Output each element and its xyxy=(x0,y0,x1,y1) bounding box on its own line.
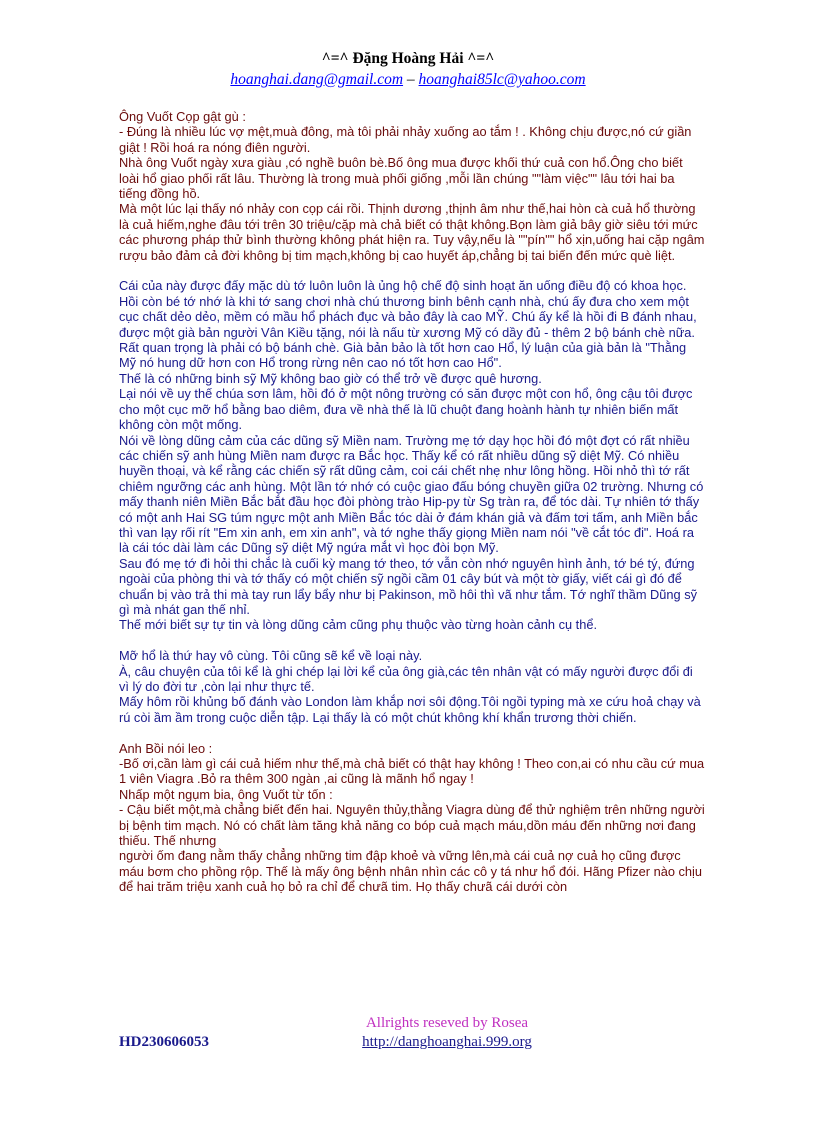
email-link-yahoo[interactable]: hoanghai85lc@yahoo.com xyxy=(418,71,586,88)
paragraph: Nhà ông Vuốt ngày xưa giàu ,có nghề buôn bè.Bố ông mua được khối thứ cuả con hổ.Ông cho biết loài hổ giao phối rất lâu. Thường là trong muà phối giống ,mỗi lần chúng ""làm việc"" lâu tới hai ba tiếng đồng hồ. xyxy=(119,155,683,202)
paragraph: -Bố ơi,cần làm gì cái cuả hiếm như thế,mà chả biết có thật hay không ! Theo con,ai có nhu cầu cứ mua 1 viên Viagra .Bỏ ra thêm 300 ngàn ,ai cũng là mãnh hổ ngay ! xyxy=(119,756,705,787)
paragraph: Mà một lúc lại thấy nó nhảy con cọp cái rồi. Thịnh dương ,thịnh âm như thế,hai hòn cà cuả hổ thường là cuả hiếm,nghe đâu tới trên 30 triệu/cặp mà chả biết có thật không.Bọn làm giả bây giờ siêu tới mức các phương pháp thử bình thường không phát hiện ra. Tuy vậy,nếu là ""pín"" hổ xịn,uống hai cặp ngâm rượu bảo đảm cả đời không bị tim mạch,không bị cao huyết áp,chẳng bị tai biến đến mức què liệt. xyxy=(119,201,705,263)
section-cao-my xyxy=(119,278,705,632)
paragraph: Thế là có những binh sỹ Mỹ không bao giờ có thể trở về được quê hương. xyxy=(119,370,542,386)
paragraph: Thế mới biết sự tự tin và lòng dũng cảm cũng phụ thuộc vào từng hoàn cảnh cụ thể. xyxy=(119,617,598,633)
paragraph: Mấy hôm rồi khủng bố đánh vào London làm khắp nơi sôi động.Tôi ngồi typing mà xe cứu hoả chạy và rú còi ầm ầm trong cuộc diễn tập. Lại thấy là có một chút không khí khẩn trương thời chiến. xyxy=(119,694,701,725)
paragraph: Nói về lòng dũng cảm của các dũng sỹ Miền nam. Trường mẹ tớ dạy học hồi đó một đợt có rất nhiều các chiến sỹ anh hùng Miền nam được ra Bắc học. Thấy kể có rất nhiều dũng sỹ diệt Mỹ. Có nhiều huyền thoại, và kể rằng các chiến sỹ rất dũng cảm, coi cái chết nhẹ như lông hồng. Hồi nhỏ thì tớ rất chiêm ngưỡng các anh hùng. Một lần tớ nhớ có cuộc giao đấu bóng chuyền giữa 02 trường. Nhưng có mấy thanh niên Miền Bắc bắt đầu học đòi phòng trào Hip-py từ Sg tràn ra, để tóc dài. Tự nhiên tớ thấy có một anh Hai SG túm ngực một anh Miền Bắc tóc dài ở đám khán giả và đấm tơi tấm, anh Miền bắc thì van lạy rối rít "Em xin anh, em xin anh", và tớ nghe thấy giọng Miền nam nói "về cắt tóc đi". Hoá ra là cái tóc dài làm các Dũng sỹ diệt Mỹ ngứa mắt vì học đòi bọn Mỹ. xyxy=(119,432,704,556)
paragraph: Nhấp một ngụm bia, ông Vuốt từ tốn : xyxy=(119,786,333,802)
document-code: HD230606053 xyxy=(119,1034,209,1050)
paragraph: Ông Vuốt Cọp gật gù : xyxy=(119,109,246,124)
paragraph: Lại nói về uy thế chúa sơn lâm, hồi đó ở một nông trường có săn được một con hổ, ông cậu tôi được cho một cục mỡ hổ bằng bao diêm, đưa về nhà thế là lũ chuột đang hoành hành tự nhiên biến mất không còn một mống. xyxy=(119,386,693,433)
website-link[interactable]: http://danghoanghai.999.org xyxy=(362,1034,532,1050)
author-emails xyxy=(0,71,816,89)
paragraph: Sau đó mẹ tớ đi hỏi thi chắc là cuối kỳ mang tớ theo, tớ vẫn còn nhớ nguyên hình ảnh, tớ bé tý, đứng ngoài của phòng thi và tớ thấy có một chiến sỹ ngồi cầm 01 cây bút và một tờ giấy, viết cái gì đó để chuẩn bị vào trả thi mà tay run lẩy bẩy như bị Pakinson, mồ hôi thì vã như tắm. Tớ nghĩ thầm Dũng sỹ gì mà nhát gan thế nhỉ. xyxy=(119,555,697,617)
paragraph: - Đúng là nhiều lúc vợ mệt,muà đông, mà tôi phải nhảy xuống ao tắm ! . Không chịu được,nó cứ giần giật ! Rồi hoá ra nóng điên người. xyxy=(119,124,692,155)
paragraph: người ốm đang nằm thấy chẳng những tim đập khoẻ và vững lên,mà cái cuả nợ cuả họ cũng được máu bơm cho phồng rộp. Thế là mấy ông bệnh nhân nhìn các cô y tá như hổ đói. Hãng Pfizer nào chịu để hai trăm triệu xanh cuả họ bỏ ra chỉ để chưã tim. Họ thấy chưã cái dưới còn xyxy=(119,848,702,895)
copyright-notice: Allrights reseved by Rosea xyxy=(365,1015,529,1031)
section-vuot-cop xyxy=(119,109,705,263)
author-title: ^=^ Đặng Hoàng Hải ^=^ xyxy=(321,50,495,67)
email-link-gmail[interactable]: hoanghai.dang@gmail.com xyxy=(230,71,404,88)
paragraph: Mỡ hổ là thứ hay vô cùng. Tôi cũng sẽ kể về loại này. xyxy=(119,648,423,664)
email-separator: – xyxy=(403,71,419,88)
article-body xyxy=(119,109,705,895)
section-anh-boi xyxy=(119,741,705,895)
section-mo-ho xyxy=(119,648,705,725)
paragraph: À, câu chuyện của tôi kể là ghi chép lại lời kể của ông già,các tên nhân vật có mấy người được đổi đi vì lý do đời tư ,còn lại như thực tế. xyxy=(119,663,693,694)
paragraph: Anh Bồi nói leo : xyxy=(119,740,213,756)
paragraph: Cái của này được đấy mặc dù tớ luôn luôn là ủng hộ chế độ sinh hoạt ăn uống điều độ có khoa học. Hồi còn bé tớ nhớ là khi tớ sang chơi nhà chú thương binh bênh cạnh nhà, chú ấy đưa cho xem một cục chất dẻo dẻo, mềm có mầu hổ phách đục và bảo đây là cao MỸ. Chú ấy kể là hồi đi B đánh nhau, được một già bản người Vân Kiều tặng, nói là nấu từ xương Mỹ có dầy đủ - thêm 2 bộ bánh chè nữa. Rất quan trọng là phải có bộ bánh chè. Già bản bảo là tốt hơn cao Hổ, lý luận của già bản là "Thằng Mỹ nó hung dữ hơn con Hổ trong rừng nên cao nó tốt hơn cao Hổ". xyxy=(119,278,697,371)
paragraph: - Cậu biết một,mà chẳng biết đến hai. Nguyên thủy,thằng Viagra dùng để thử nghiệm trên những người bị bệnh tim mạch. Nó có chất làm tăng khả năng co bóp cuả mạch máu,dồn máu đến những nơi đang thiếu. Thế nhưng xyxy=(119,802,705,849)
footer-link xyxy=(352,1034,542,1051)
